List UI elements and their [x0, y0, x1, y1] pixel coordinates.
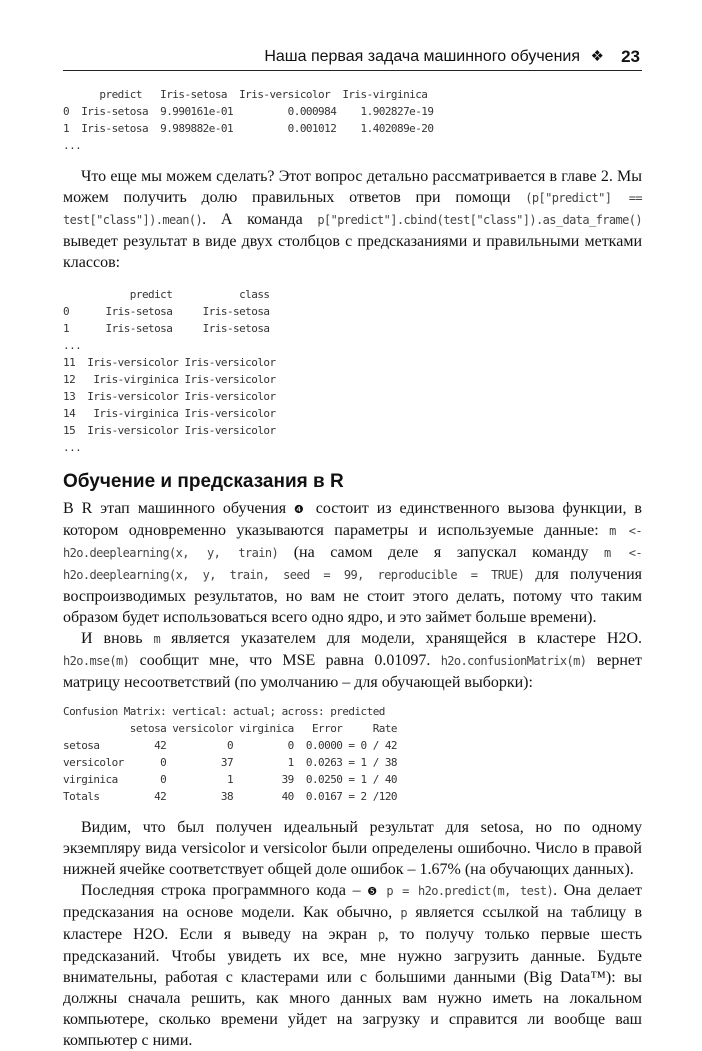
paragraph-accuracy	[63, 166, 642, 273]
inline-code: (p["predict"] == test["class"]).mean()	[63, 191, 642, 227]
code-block-predictions: predict Iris-setosa Iris-versicolor Iris-virginica 0 Iris-setosa 9.990161e-01 0.000984 1.902827e-19 1 Iris-setosa 9.989882e-01 0.001012 1.402089e-20 ...	[63, 88, 434, 152]
text-run: . Она делает предсказания на основе модели. Как обычно,	[63, 882, 642, 921]
text-run: является указателем для модели, хранящейся в кластере H2O.	[160, 630, 642, 647]
text-run: (на самом деле я запускал команду	[278, 544, 604, 561]
text-run: для получения воспроизводимых результатов, но вам не стоит этого делать, потому что таким образом будет использоваться всего одно ядро, и это займет больше времени).	[63, 566, 643, 626]
text-run: . А команда	[202, 211, 318, 228]
inline-code: p = h2o.predict(m, test)	[386, 884, 554, 898]
text-run: вернет матрицу несоответствий (по умолчанию – для обучающей выборки):	[63, 652, 643, 691]
text-run: Что еще мы можем сделать? Этот вопрос детально рассматривается в главе 2. Мы можем получить долю правильных ответов при помощи	[63, 168, 642, 206]
running-header	[63, 42, 642, 71]
text-run: состоит из единственного вызова функции, в котором одновременно указываются параметры и используемые данные:	[63, 500, 642, 539]
inline-code: p["predict"].cbind(test["class"]).as_data_frame()	[317, 213, 642, 227]
inline-code: h2o.mse(m)	[63, 654, 130, 668]
text-run: выведет результат в виде двух столбцов с предсказаниями и правильными метками классов:	[63, 233, 642, 271]
code-block-confusion-matrix: Confusion Matrix: vertical: actual; across: predicted setosa versicolor virginica Error Rate setosa 42 0 0 0.0000 = 0 / 42 versicolor 0 37 1 0.0263 = 1 / 38 virginica 0 1 39 0.0250 = 1 / 40 Totals 42 38 40 0.0167 = 2 /120	[63, 705, 397, 803]
four-diamond-ornament-icon: ❖	[590, 48, 604, 65]
inline-code: p	[378, 928, 385, 942]
text-run: В R этап машинного обучения	[63, 500, 295, 517]
text-run: Последняя строка программного кода –	[81, 882, 368, 899]
page-body	[63, 86, 642, 1051]
annotation-marker-4: ❹	[294, 503, 308, 516]
text-run: И вновь	[81, 630, 154, 647]
paragraph-training-in-r	[63, 498, 642, 628]
inline-code: m <- h2o.deeplearning(x, y, train, seed = 99, reproducible = TRUE)	[63, 546, 642, 582]
inline-code: h2o.confusionMatrix(m)	[440, 654, 587, 668]
code-block-predict-vs-class: predict class 0 Iris-setosa Iris-setosa 1 Iris-setosa Iris-setosa ... 11 Iris-versicolor Iris-versicolor 12 Iris-virginica Iris-versicolor 13 Iris-versicolor Iris-versicolor 14 Iris-virginica Iris-versicolor 15 Iris-versicolor Iris-versicolor ...	[63, 288, 276, 454]
paragraph-predict	[63, 880, 642, 1051]
paragraph-model-pointer	[63, 628, 642, 693]
inline-code: m <- h2o.deeplearning(x, y, train)	[63, 524, 643, 560]
paragraph-results: Видим, что был получен идеальный результат для setosa, но по одному экземпляру вида versicolor и versicolor были определены ошибочно. Число в правой нижней ячейке соответствует общей доле ошибок – 1.67% (на обучающих данных).	[63, 819, 642, 878]
text-run: сообщит мне, что MSE равна 0.01097.	[129, 652, 441, 669]
inline-code: m	[153, 632, 161, 646]
annotation-marker-5: ❺	[367, 885, 380, 898]
inline-code: p	[400, 906, 408, 920]
page-number: 23	[621, 47, 640, 66]
running-header-title: Наша первая задача машинного обучения	[264, 48, 580, 65]
section-heading: Обучение и предсказания в R	[63, 471, 344, 492]
text-run: , то получу только первые шесть предсказаний. Чтобы увидеть их все, мне нужно загрузить данные. Будьте внимательны, работая с кластерами или с большими данными (Big Data™): вы должны сначала решить, как много данных вам нужно иметь на локальном компьютере, сколько времени уйдет на загрузку и справится ли вообще ваш компьютер с ними.	[63, 926, 643, 1049]
text-run: является ссылкой на таблицу в кластере H2O. Если я выведу на экран	[63, 904, 642, 943]
